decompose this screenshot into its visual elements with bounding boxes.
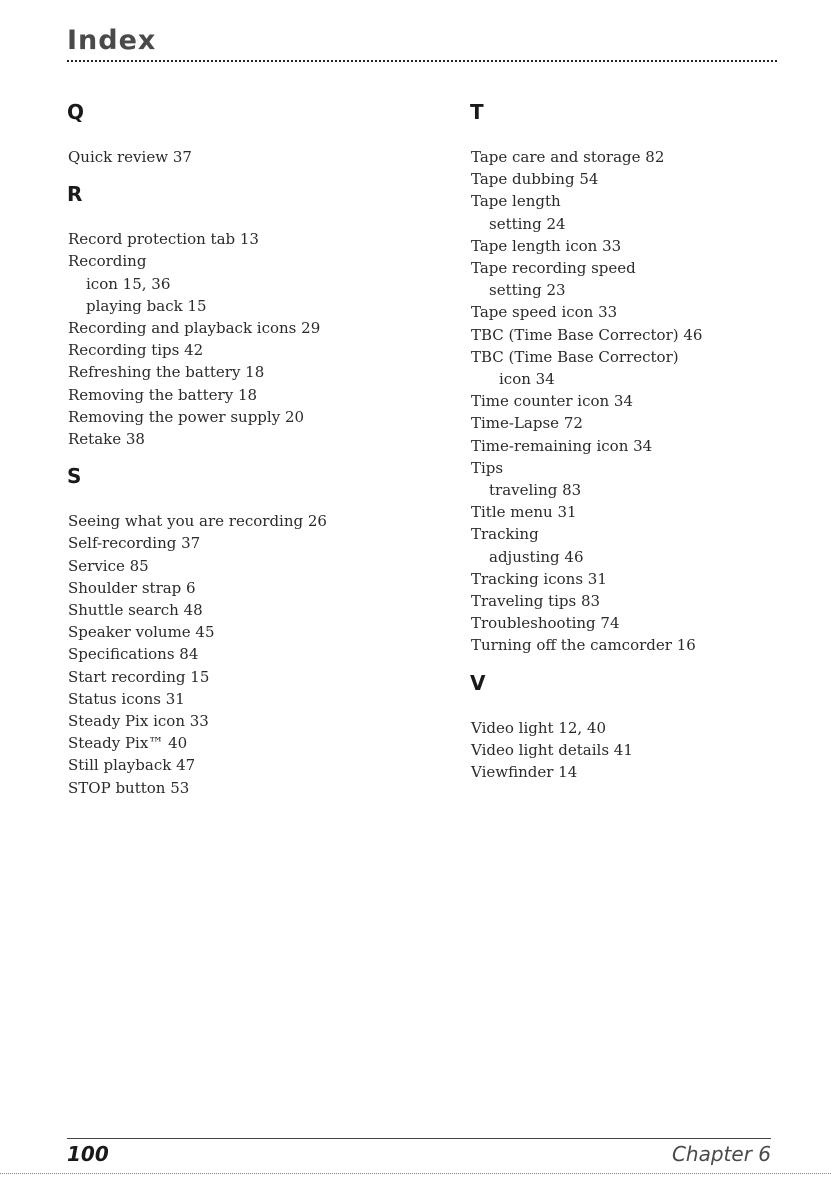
page-title: Index	[67, 25, 157, 56]
index-entry: Still playback 47	[68, 756, 196, 775]
index-entry: Refreshing the battery 18	[68, 363, 265, 382]
scan-edge-divider	[0, 1173, 831, 1174]
index-entry: Troubleshooting 74	[471, 614, 620, 633]
index-entry: Tape recording speed	[471, 259, 636, 278]
index-entry: Status icons 31	[68, 689, 185, 708]
index-entry: Video light 12, 40	[471, 718, 607, 737]
section-letter: R	[67, 182, 83, 207]
index-subentry: setting 24	[489, 214, 566, 233]
index-entry: Recording	[68, 252, 147, 271]
index-entry: Recording and playback icons 29	[68, 319, 321, 338]
index-entry: Steady Pix™ 40	[68, 734, 188, 753]
index-entry: Tape speed icon 33	[471, 303, 618, 322]
page-header	[67, 24, 777, 58]
index-entry: Tracking icons 31	[471, 569, 607, 588]
index-entry: Video light details 41	[471, 740, 633, 759]
index-entry: Start recording 15	[68, 667, 210, 686]
chapter-label: Chapter 6	[671, 1142, 771, 1166]
index-entry: Tape length icon 33	[471, 236, 622, 255]
index-entry: Removing the battery 18	[68, 385, 258, 404]
index-entry: Tape dubbing 54	[471, 170, 599, 189]
index-entry: Traveling tips 83	[471, 592, 601, 611]
index-subentry: playing back 15	[86, 296, 207, 315]
index-subentry: icon 34	[499, 370, 555, 389]
index-entry: Specifications 84	[68, 645, 199, 664]
section-letter: S	[67, 464, 82, 489]
index-entry: Time-remaining icon 34	[471, 436, 653, 455]
index-section	[68, 100, 398, 168]
index-subentry: adjusting 46	[489, 547, 584, 566]
index-entry: Seeing what you are recording 26	[68, 512, 327, 531]
index-column-left	[68, 100, 398, 813]
section-letter: V	[470, 670, 486, 695]
index-entry: Time counter icon 34	[471, 392, 634, 411]
index-entry: Viewfinder 14	[471, 763, 578, 782]
section-letter: T	[470, 100, 484, 124]
index-entry: Service 85	[68, 556, 149, 575]
index-column-right	[471, 100, 801, 797]
index-entry: Recording tips 42	[68, 341, 204, 360]
index-section	[471, 671, 801, 784]
index-entry: STOP button 53	[68, 778, 190, 797]
index-section	[68, 464, 398, 799]
footer-divider	[67, 1138, 771, 1139]
index-entry: Shuttle search 48	[68, 601, 203, 620]
index-entry: Tape care and storage 82	[471, 148, 665, 166]
index-entry: Record protection tab 13	[68, 230, 259, 249]
index-entry: Speaker volume 45	[68, 623, 215, 642]
index-entry: Quick review 37	[68, 148, 192, 166]
index-entry: Time-Lapse 72	[471, 414, 583, 433]
index-section	[471, 100, 801, 657]
index-entry: Title menu 31	[471, 503, 577, 522]
index-entry: Steady Pix icon 33	[68, 712, 209, 731]
index-section	[68, 182, 398, 450]
index-entry: Tips	[471, 458, 504, 477]
index-entry: Tracking	[471, 525, 539, 544]
index-entry: TBC (Time Base Corrector) 46	[471, 325, 703, 344]
section-letter: Q	[67, 100, 85, 124]
index-entry: Tape length	[471, 192, 561, 211]
index-entry: Retake 38	[68, 430, 145, 449]
index-subentry: setting 23	[489, 281, 566, 300]
index-entry: TBC (Time Base Corrector)	[471, 347, 679, 366]
index-subentry: icon 15, 36	[86, 274, 171, 293]
index-subentry: traveling 83	[489, 481, 582, 500]
index-entry: Shoulder strap 6	[68, 578, 196, 597]
index-entry: Removing the power supply 20	[68, 407, 305, 426]
header-divider	[67, 60, 777, 62]
index-entry: Self-recording 37	[68, 534, 201, 553]
page-number: 100	[67, 1142, 109, 1166]
index-entry: Turning off the camcorder 16	[471, 636, 696, 655]
